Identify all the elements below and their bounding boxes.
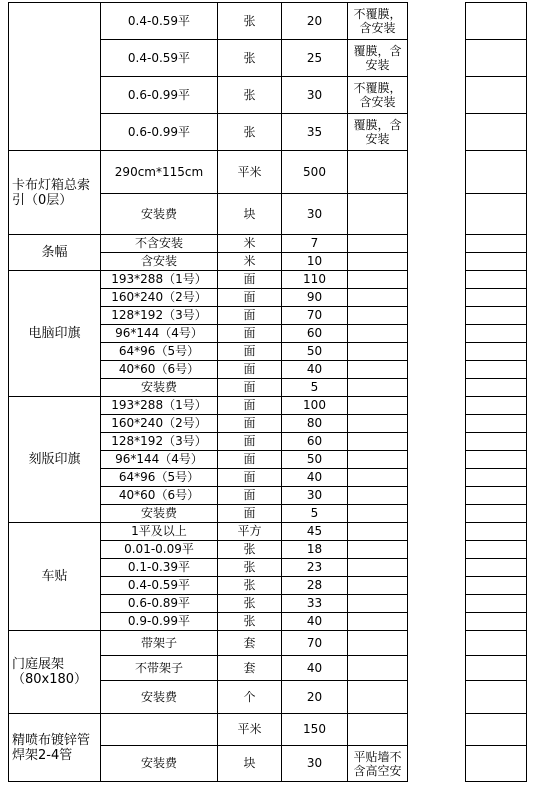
note-cell: [348, 656, 408, 681]
empty-cell: [466, 77, 527, 114]
empty-cell: [466, 289, 527, 307]
empty-cell: [466, 361, 527, 379]
spec-cell: [101, 714, 218, 746]
unit-cell: 块: [218, 194, 282, 235]
price-cell: 28: [282, 577, 348, 595]
note-cell: [348, 271, 408, 289]
spec-cell: 193*288（1号）: [101, 271, 218, 289]
empty-cell: [466, 271, 527, 289]
price-cell: 18: [282, 541, 348, 559]
table-row: [9, 151, 408, 194]
empty-cell: [466, 469, 527, 487]
note-cell: [348, 415, 408, 433]
unit-cell: 张: [218, 577, 282, 595]
empty-cell: [466, 746, 527, 782]
note-cell: [348, 307, 408, 325]
empty-cell: [466, 451, 527, 469]
price-cell: 40: [282, 613, 348, 631]
note-cell: [348, 343, 408, 361]
price-cell: 30: [282, 487, 348, 505]
unit-cell: 面: [218, 289, 282, 307]
note-cell: 平贴墙不含高空安: [348, 746, 408, 782]
note-cell: [348, 631, 408, 656]
empty-cell: [466, 325, 527, 343]
unit-cell: 平米: [218, 151, 282, 194]
empty-cell: [466, 681, 527, 714]
empty-cell: [466, 235, 527, 253]
price-cell: 90: [282, 289, 348, 307]
empty-cell: [466, 577, 527, 595]
unit-cell: 块: [218, 746, 282, 782]
empty-cell: [466, 541, 527, 559]
note-cell: [348, 595, 408, 613]
price-cell: 30: [282, 194, 348, 235]
unit-cell: 面: [218, 343, 282, 361]
note-cell: [348, 451, 408, 469]
note-cell: [348, 487, 408, 505]
unit-cell: 张: [218, 613, 282, 631]
note-cell: [348, 361, 408, 379]
unit-cell: 面: [218, 469, 282, 487]
spec-cell: 安装费: [101, 746, 218, 782]
table-row: [9, 523, 408, 541]
spec-cell: 0.4-0.59平: [101, 3, 218, 40]
price-cell: 70: [282, 307, 348, 325]
spec-cell: 40*60（6号）: [101, 361, 218, 379]
price-cell: 80: [282, 415, 348, 433]
spec-cell: 0.4-0.59平: [101, 40, 218, 77]
spec-cell: 安装费: [101, 379, 218, 397]
spec-cell: 带架子: [101, 631, 218, 656]
empty-cell: [466, 3, 527, 40]
table-row: [9, 271, 408, 289]
unit-cell: 面: [218, 487, 282, 505]
spec-cell: 0.6-0.99平: [101, 77, 218, 114]
note-cell: [348, 681, 408, 714]
unit-cell: 张: [218, 541, 282, 559]
unit-cell: 面: [218, 271, 282, 289]
note-cell: [348, 151, 408, 194]
table-row: [9, 397, 408, 415]
note-cell: [348, 289, 408, 307]
price-cell: 60: [282, 433, 348, 451]
spec-cell: 0.4-0.59平: [101, 577, 218, 595]
price-cell: 7: [282, 235, 348, 253]
note-cell: [348, 714, 408, 746]
unit-cell: 面: [218, 505, 282, 523]
table-row: [9, 3, 408, 40]
unit-cell: 米: [218, 253, 282, 271]
price-cell: 60: [282, 325, 348, 343]
spec-cell: 含安装: [101, 253, 218, 271]
category-cell-continued: [9, 3, 101, 151]
spec-cell: 0.6-0.99平: [101, 114, 218, 151]
price-cell: 20: [282, 681, 348, 714]
unit-cell: 张: [218, 114, 282, 151]
spec-cell: 64*96（5号）: [101, 469, 218, 487]
unit-cell: 张: [218, 3, 282, 40]
empty-cell: [466, 397, 527, 415]
unit-cell: 面: [218, 415, 282, 433]
empty-cell: [466, 559, 527, 577]
note-cell: [348, 433, 408, 451]
empty-cell: [466, 194, 527, 235]
note-cell: [348, 469, 408, 487]
spec-cell: 96*144（4号）: [101, 325, 218, 343]
spec-cell: 0.9-0.99平: [101, 613, 218, 631]
table-row: [9, 235, 408, 253]
spec-cell: 290cm*115cm: [101, 151, 218, 194]
category-banner: 条幅: [9, 235, 101, 271]
spec-cell: 安装费: [101, 194, 218, 235]
table-row: [9, 714, 408, 746]
spec-cell: 193*288（1号）: [101, 397, 218, 415]
note-cell: [348, 523, 408, 541]
empty-cell: [466, 523, 527, 541]
spec-cell: 40*60（6号）: [101, 487, 218, 505]
price-cell: 40: [282, 361, 348, 379]
price-cell: 40: [282, 656, 348, 681]
unit-cell: 套: [218, 631, 282, 656]
empty-cell: [466, 656, 527, 681]
empty-cell: [466, 433, 527, 451]
unit-cell: 平方: [218, 523, 282, 541]
note-cell: [348, 505, 408, 523]
price-table: [8, 2, 408, 782]
unit-cell: 面: [218, 307, 282, 325]
price-cell: 20: [282, 3, 348, 40]
category-lightbox: 卡布灯箱总索引（0层）: [9, 151, 101, 235]
empty-cell: [466, 595, 527, 613]
note-cell: [348, 397, 408, 415]
note-cell: [348, 194, 408, 235]
spec-cell: 0.6-0.89平: [101, 595, 218, 613]
spec-cell: 0.1-0.39平: [101, 559, 218, 577]
unit-cell: 张: [218, 40, 282, 77]
price-cell: 150: [282, 714, 348, 746]
price-cell: 30: [282, 77, 348, 114]
unit-cell: 平米: [218, 714, 282, 746]
unit-cell: 个: [218, 681, 282, 714]
spec-cell: 安装费: [101, 681, 218, 714]
unit-cell: 面: [218, 433, 282, 451]
unit-cell: 张: [218, 595, 282, 613]
price-cell: 5: [282, 505, 348, 523]
empty-cell: [466, 505, 527, 523]
price-cell: 23: [282, 559, 348, 577]
note-cell: [348, 613, 408, 631]
empty-cell: [466, 487, 527, 505]
unit-cell: 面: [218, 325, 282, 343]
empty-cell: [466, 307, 527, 325]
category-computer-flag: 电脑印旗: [9, 271, 101, 397]
empty-cell: [466, 631, 527, 656]
spec-cell: 64*96（5号）: [101, 343, 218, 361]
spec-cell: 160*240（2号）: [101, 415, 218, 433]
note-cell: [348, 541, 408, 559]
price-cell: 70: [282, 631, 348, 656]
note-cell: 不覆膜，含安装: [348, 77, 408, 114]
category-car-sticker: 车贴: [9, 523, 101, 631]
price-cell: 30: [282, 746, 348, 782]
spec-cell: 96*144（4号）: [101, 451, 218, 469]
price-cell: 25: [282, 40, 348, 77]
price-cell: 35: [282, 114, 348, 151]
unit-cell: 面: [218, 451, 282, 469]
category-door-stand: 门庭展架（80x180）: [9, 631, 101, 714]
empty-cell: [466, 343, 527, 361]
unit-cell: 套: [218, 656, 282, 681]
empty-cell: [466, 151, 527, 194]
note-cell: [348, 577, 408, 595]
spec-cell: 160*240（2号）: [101, 289, 218, 307]
price-cell: 5: [282, 379, 348, 397]
price-cell: 50: [282, 451, 348, 469]
price-cell: 33: [282, 595, 348, 613]
spec-cell: 不带架子: [101, 656, 218, 681]
price-cell: 40: [282, 469, 348, 487]
price-cell: 10: [282, 253, 348, 271]
unit-cell: 张: [218, 77, 282, 114]
note-cell: [348, 379, 408, 397]
price-cell: 45: [282, 523, 348, 541]
unit-cell: 米: [218, 235, 282, 253]
empty-cell: [466, 415, 527, 433]
empty-cell: [466, 253, 527, 271]
note-cell: 覆膜，含安装: [348, 114, 408, 151]
note-cell: [348, 253, 408, 271]
price-cell: 500: [282, 151, 348, 194]
spec-cell: 不含安装: [101, 235, 218, 253]
spec-cell: 0.01-0.09平: [101, 541, 218, 559]
price-cell: 100: [282, 397, 348, 415]
unit-cell: 面: [218, 361, 282, 379]
spec-cell: 128*192（3号）: [101, 307, 218, 325]
spec-cell: 安装费: [101, 505, 218, 523]
note-cell: [348, 559, 408, 577]
price-cell: 50: [282, 343, 348, 361]
empty-cell: [466, 40, 527, 77]
unit-cell: 张: [218, 559, 282, 577]
category-inkjet-frame: 精喷布镀锌管焊架2-4管: [9, 714, 101, 782]
category-engraved-flag: 刻版印旗: [9, 397, 101, 523]
table-row: [9, 631, 408, 656]
unit-cell: 面: [218, 397, 282, 415]
empty-cell: [466, 379, 527, 397]
note-cell: [348, 325, 408, 343]
empty-cell: [466, 613, 527, 631]
spec-cell: 1平及以上: [101, 523, 218, 541]
empty-cell: [466, 714, 527, 746]
note-cell: 覆膜，含安装: [348, 40, 408, 77]
note-cell: 不覆膜，含安装: [348, 3, 408, 40]
unit-cell: 面: [218, 379, 282, 397]
empty-cell: [466, 114, 527, 151]
side-empty-columns: [465, 2, 527, 782]
note-cell: [348, 235, 408, 253]
price-cell: 110: [282, 271, 348, 289]
spec-cell: 128*192（3号）: [101, 433, 218, 451]
